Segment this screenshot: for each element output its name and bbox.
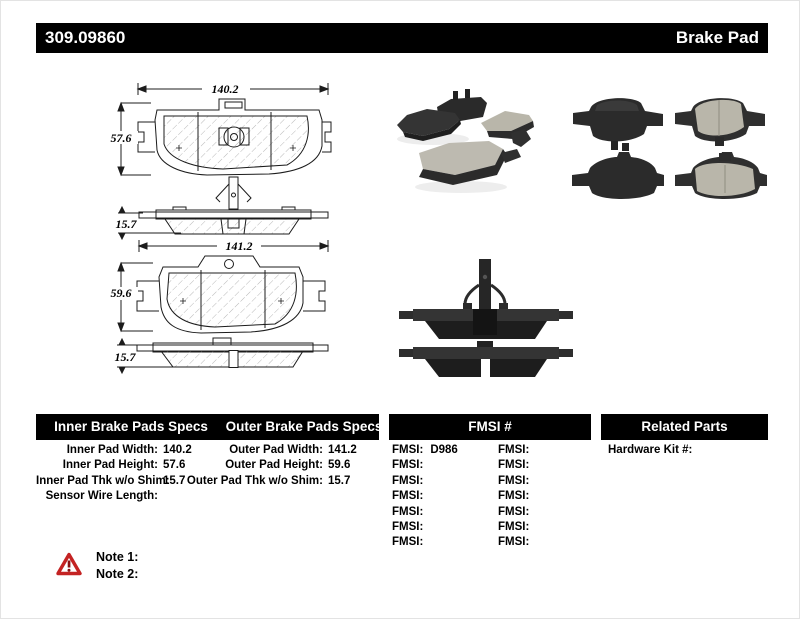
outer-specs-header: Outer Brake Pads Specs — [225, 419, 383, 434]
fmsi-label: FMSI: — [392, 459, 424, 472]
fmsi-label: FMSI: — [498, 444, 530, 456]
fmsi-list-column-1 — [392, 444, 458, 552]
fmsi-label: FMSI: — [392, 474, 424, 487]
fmsi-label: FMSI: — [392, 505, 424, 518]
inner-specs-list — [36, 444, 192, 506]
outer-width-dimension-label: 141.2 — [225, 239, 253, 253]
product-photo-pads-right — [567, 87, 775, 205]
outer-height-dimension-label: 59.6 — [110, 286, 132, 300]
fmsi-row — [498, 490, 536, 505]
fmsi-label: FMSI: — [498, 490, 530, 503]
note-2-label: Note 2: — [96, 567, 139, 581]
spec-row — [36, 459, 192, 474]
fmsi-label: FMSI: — [392, 444, 424, 456]
spec-row — [36, 475, 192, 490]
spec-label: Outer Pad Width: — [229, 444, 323, 456]
fmsi-row — [498, 475, 536, 490]
fmsi-label: FMSI: — [498, 536, 530, 549]
fmsi-row — [392, 521, 458, 536]
fmsi-label: FMSI: — [392, 490, 424, 503]
spec-row — [36, 490, 192, 505]
spec-row — [36, 444, 192, 459]
fmsi-header: FMSI # — [389, 414, 591, 440]
fmsi-row — [498, 444, 536, 459]
spec-label: Outer Pad Thk w/o Shim: — [186, 474, 323, 487]
related-parts-header: Related Parts — [601, 414, 768, 440]
fmsi-row — [392, 506, 458, 521]
outer-specs-list — [181, 444, 357, 490]
fmsi-row — [392, 490, 458, 505]
fmsi-row — [498, 459, 536, 474]
fmsi-row — [498, 521, 536, 536]
spec-value: 140.2 — [163, 444, 192, 456]
spec-row — [181, 444, 357, 459]
note-1-label: Note 1: — [96, 550, 139, 564]
fmsi-value: D986 — [430, 444, 458, 456]
fmsi-label: FMSI: — [392, 536, 424, 549]
fmsi-row — [392, 475, 458, 490]
inner-width-dimension-label: 140.2 — [211, 82, 239, 96]
outer-thickness-dimension-label: 15.7 — [114, 350, 136, 364]
spec-value: 57.6 — [163, 459, 186, 472]
inner-specs-header: Inner Brake Pads Specs — [54, 419, 208, 434]
spec-row — [181, 475, 357, 490]
product-type-title: Brake Pad — [675, 28, 759, 47]
inner-pad-diagram — [101, 76, 361, 241]
header-bar — [36, 23, 768, 53]
spec-label: Outer Pad Height: — [225, 459, 323, 472]
fmsi-row — [392, 459, 458, 474]
related-row — [608, 444, 699, 459]
related-parts-list — [608, 444, 699, 459]
spec-label: Inner Pad Height: — [62, 459, 158, 472]
spec-row — [181, 459, 357, 474]
product-photo-pads-left — [393, 87, 538, 205]
fmsi-label: FMSI: — [498, 520, 530, 533]
related-label: Hardware Kit #: — [608, 444, 693, 456]
fmsi-label: FMSI: — [392, 520, 424, 533]
spec-label: Inner Pad Thk w/o Shim: — [36, 474, 170, 487]
outer-pad-diagram — [101, 237, 391, 379]
fmsi-list-column-2 — [498, 444, 536, 552]
fmsi-row — [498, 536, 536, 551]
inner-height-dimension-label: 57.6 — [110, 131, 132, 145]
fmsi-label: FMSI: — [498, 474, 530, 487]
spec-value: 141.2 — [328, 444, 357, 456]
spec-label: Sensor Wire Length: — [45, 490, 158, 503]
fmsi-row — [392, 536, 458, 551]
part-number: 309.09860 — [45, 28, 126, 47]
spec-value: 15.7 — [328, 474, 351, 487]
spec-value: 15.7 — [163, 474, 186, 487]
inner-thickness-dimension-label: 15.7 — [115, 217, 137, 231]
fmsi-label: FMSI: — [498, 459, 530, 472]
specs-table-header — [36, 414, 383, 440]
fmsi-row — [392, 444, 458, 459]
warning-triangle-icon — [56, 552, 82, 576]
fmsi-row — [498, 506, 536, 521]
spec-value: 59.6 — [328, 459, 351, 472]
product-photo-pads-edge — [393, 243, 593, 383]
fmsi-label: FMSI: — [498, 505, 530, 518]
spec-label: Inner Pad Width: — [66, 444, 158, 456]
